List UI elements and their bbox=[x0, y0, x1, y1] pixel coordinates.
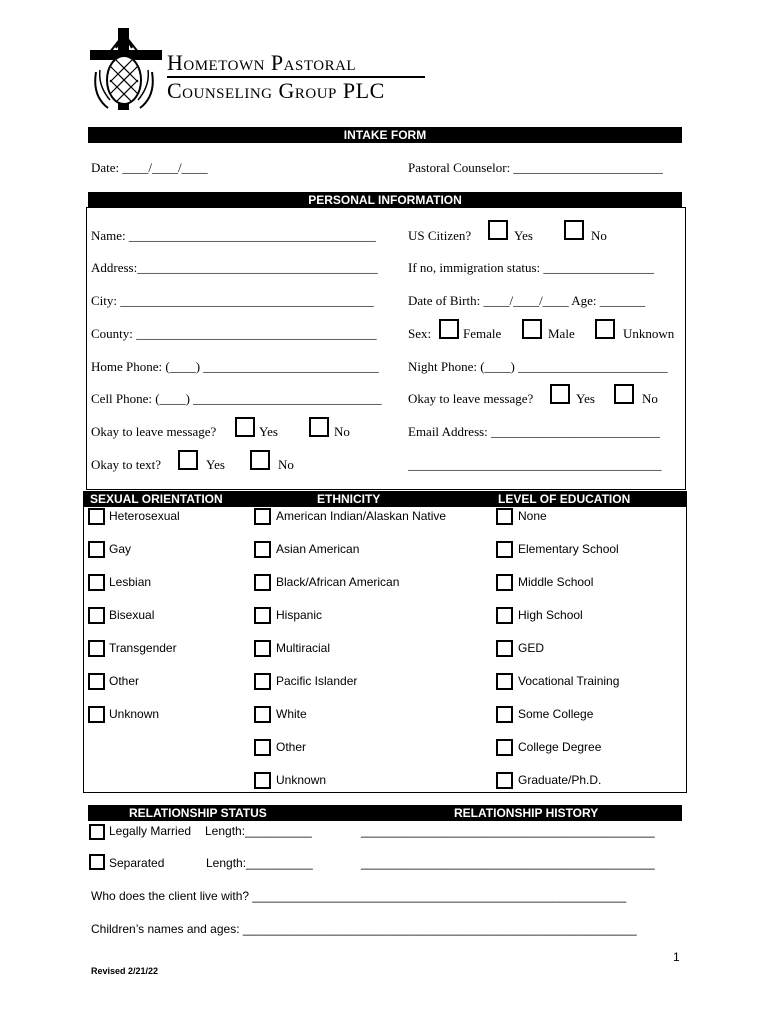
relationship-status-title: RELATIONSHIP STATUS bbox=[129, 806, 267, 820]
orientation-option-label: Heterosexual bbox=[109, 509, 180, 523]
orientation-option-label: Gay bbox=[109, 542, 132, 556]
night-ok-message-no-checkbox[interactable] bbox=[614, 384, 634, 404]
relationship-history-title: RELATIONSHIP HISTORY bbox=[454, 806, 599, 820]
ethnicity-option-checkbox[interactable] bbox=[254, 706, 271, 723]
org-name-line2: Counseling Group PLC bbox=[167, 78, 385, 103]
personal-info-title: PERSONAL INFORMATION bbox=[308, 193, 462, 207]
education-title: LEVEL OF EDUCATION bbox=[498, 492, 631, 506]
name-field[interactable]: Name: ______________________________________ bbox=[91, 228, 376, 243]
education-option-label: None bbox=[518, 509, 547, 523]
separated-length-field[interactable]: Length:__________ bbox=[206, 856, 313, 870]
date-field[interactable]: Date: ____/____/____ bbox=[91, 160, 208, 175]
orientation-option-label: Other bbox=[109, 674, 140, 688]
personal-info-bar bbox=[88, 192, 682, 208]
night-ok-message-no-label: No bbox=[642, 391, 658, 406]
personal-info-frame bbox=[86, 207, 686, 490]
us-citizen-no-label: No bbox=[591, 228, 607, 243]
separated-label: Separated bbox=[109, 856, 165, 870]
legally-married-checkbox[interactable] bbox=[89, 824, 105, 840]
revised-date: Revised 2/21/22 bbox=[91, 966, 159, 976]
education-option-label: High School bbox=[518, 608, 583, 622]
immigration-status-field[interactable]: If no, immigration status: _________________ bbox=[408, 260, 654, 275]
ethnicity-option-label: White bbox=[276, 707, 307, 721]
sex-female-label: Female bbox=[463, 326, 502, 341]
ethnicity-option-label: Multiracial bbox=[276, 641, 331, 655]
ethnicity-option-label: Hispanic bbox=[276, 608, 323, 622]
ok-text-no-checkbox[interactable] bbox=[250, 450, 270, 470]
us-citizen-yes-label: Yes bbox=[514, 228, 533, 243]
ethnicity-option-checkbox[interactable] bbox=[254, 640, 271, 657]
education-option-label: GED bbox=[518, 641, 545, 655]
cell-phone-field[interactable]: Cell Phone: (____) _____________________________ bbox=[91, 391, 382, 406]
separated-checkbox[interactable] bbox=[89, 854, 105, 870]
cell-ok-message-yes-checkbox[interactable] bbox=[235, 417, 255, 437]
education-option-checkbox[interactable] bbox=[496, 541, 513, 558]
orientation-option-checkbox[interactable] bbox=[88, 673, 105, 690]
intake-form-title: INTAKE FORM bbox=[343, 128, 427, 142]
married-length-field[interactable]: Length:__________ bbox=[205, 824, 312, 838]
night-ok-message-yes-label: Yes bbox=[576, 391, 595, 406]
education-option-checkbox[interactable] bbox=[496, 640, 513, 657]
orientation-option-label: Transgender bbox=[109, 641, 177, 655]
relationship-bar bbox=[88, 805, 682, 821]
cell-ok-message-no-label: No bbox=[334, 424, 350, 439]
sex-label: Sex: bbox=[408, 326, 432, 341]
address-field[interactable]: Address:_____________________________________ bbox=[91, 260, 378, 275]
sexual-orientation-title: SEXUAL ORIENTATION bbox=[90, 492, 223, 506]
relationship-history-line-2[interactable]: ____________________________________________ bbox=[361, 856, 655, 870]
legally-married-label: Legally Married bbox=[109, 824, 192, 838]
children-field[interactable]: Children’s names and ages: ___________________________________________________________ bbox=[91, 922, 637, 936]
education-option-checkbox[interactable] bbox=[496, 673, 513, 690]
email-field[interactable]: Email Address: __________________________ bbox=[408, 424, 661, 439]
orientation-option-label: Lesbian bbox=[109, 575, 152, 589]
ethnicity-option-label: Black/African American bbox=[276, 575, 400, 589]
ethnicity-option-checkbox[interactable] bbox=[254, 508, 271, 525]
orientation-option-checkbox[interactable] bbox=[88, 640, 105, 657]
orientation-option-checkbox[interactable] bbox=[88, 607, 105, 624]
sex-male-label: Male bbox=[548, 326, 575, 341]
ethnicity-option-label: Pacific Islander bbox=[276, 674, 358, 688]
education-option-checkbox[interactable] bbox=[496, 739, 513, 756]
education-option-checkbox[interactable] bbox=[496, 772, 513, 789]
dob-age-field[interactable]: Date of Birth: ____/____/____ Age: _______ bbox=[408, 293, 646, 308]
education-option-label: Elementary School bbox=[518, 542, 619, 556]
education-option-label: Graduate/Ph.D. bbox=[518, 773, 602, 787]
ethnicity-option-checkbox[interactable] bbox=[254, 673, 271, 690]
city-field[interactable]: City: _______________________________________ bbox=[91, 293, 374, 308]
ok-text-label: Okay to text? bbox=[91, 457, 162, 472]
orientation-option-label: Bisexual bbox=[109, 608, 155, 622]
ok-text-yes-label: Yes bbox=[206, 457, 225, 472]
education-option-checkbox[interactable] bbox=[496, 706, 513, 723]
lives-with-field[interactable]: Who does the client live with? ________________________________________________________ bbox=[91, 889, 627, 903]
ethnicity-option-checkbox[interactable] bbox=[254, 772, 271, 789]
relationship-history-line-1[interactable]: ____________________________________________ bbox=[361, 824, 655, 838]
ethnicity-option-label: American Indian/Alaskan Native bbox=[276, 509, 447, 523]
ethnicity-option-checkbox[interactable] bbox=[254, 541, 271, 558]
education-option-checkbox[interactable] bbox=[496, 508, 513, 525]
orientation-option-checkbox[interactable] bbox=[88, 706, 105, 723]
education-option-checkbox[interactable] bbox=[496, 574, 513, 591]
education-option-label: Some College bbox=[518, 707, 594, 721]
page-number: 1 bbox=[673, 950, 680, 964]
orientation-option-label: Unknown bbox=[109, 707, 160, 721]
ok-text-no-label: No bbox=[278, 457, 294, 472]
sex-male-checkbox[interactable] bbox=[522, 319, 542, 339]
night-phone-field[interactable]: Night Phone: (____) _______________________ bbox=[408, 359, 668, 374]
cross-pineapple-logo-icon bbox=[88, 26, 164, 112]
logo bbox=[88, 26, 164, 112]
education-option-label: Vocational Training bbox=[518, 674, 620, 688]
intake-form-bar bbox=[88, 127, 682, 143]
education-option-label: College Degree bbox=[518, 740, 602, 754]
ethnicity-option-label: Other bbox=[276, 740, 307, 754]
orientation-option-checkbox[interactable] bbox=[88, 574, 105, 591]
county-field[interactable]: County: _____________________________________ bbox=[91, 326, 377, 341]
ethnicity-option-label: Asian American bbox=[276, 542, 360, 556]
orientation-option-checkbox[interactable] bbox=[88, 508, 105, 525]
education-option-label: Middle School bbox=[518, 575, 594, 589]
us-citizen-no-checkbox[interactable] bbox=[564, 220, 584, 240]
education-option-checkbox[interactable] bbox=[496, 607, 513, 624]
cell-ok-message-yes-label: Yes bbox=[259, 424, 278, 439]
ethnicity-title: ETHNICITY bbox=[317, 492, 381, 506]
ethnicity-option-checkbox[interactable] bbox=[254, 574, 271, 591]
pastoral-counselor-field[interactable]: Pastoral Counselor: _______________________ bbox=[408, 160, 663, 175]
demographics-bar bbox=[83, 491, 687, 507]
ethnicity-option-label: Unknown bbox=[276, 773, 327, 787]
sex-unknown-label: Unknown bbox=[623, 326, 675, 341]
sex-female-checkbox[interactable] bbox=[439, 319, 459, 339]
cell-ok-message-label: Okay to leave message? bbox=[91, 424, 217, 439]
cell-ok-message-no-checkbox[interactable] bbox=[309, 417, 329, 437]
ethnicity-option-checkbox[interactable] bbox=[254, 739, 271, 756]
home-phone-field[interactable]: Home Phone: (____) ___________________________ bbox=[91, 359, 379, 374]
ethnicity-option-checkbox[interactable] bbox=[254, 607, 271, 624]
orientation-option-checkbox[interactable] bbox=[88, 541, 105, 558]
us-citizen-label: US Citizen? bbox=[408, 228, 472, 243]
us-citizen-yes-checkbox[interactable] bbox=[488, 220, 508, 240]
sex-unknown-checkbox[interactable] bbox=[595, 319, 615, 339]
org-name-line1: Hometown Pastoral bbox=[167, 50, 357, 75]
ok-text-yes-checkbox[interactable] bbox=[178, 450, 198, 470]
email-continuation-line[interactable]: _______________________________________ bbox=[408, 457, 662, 472]
night-ok-message-label: Okay to leave message? bbox=[408, 391, 534, 406]
night-ok-message-yes-checkbox[interactable] bbox=[550, 384, 570, 404]
